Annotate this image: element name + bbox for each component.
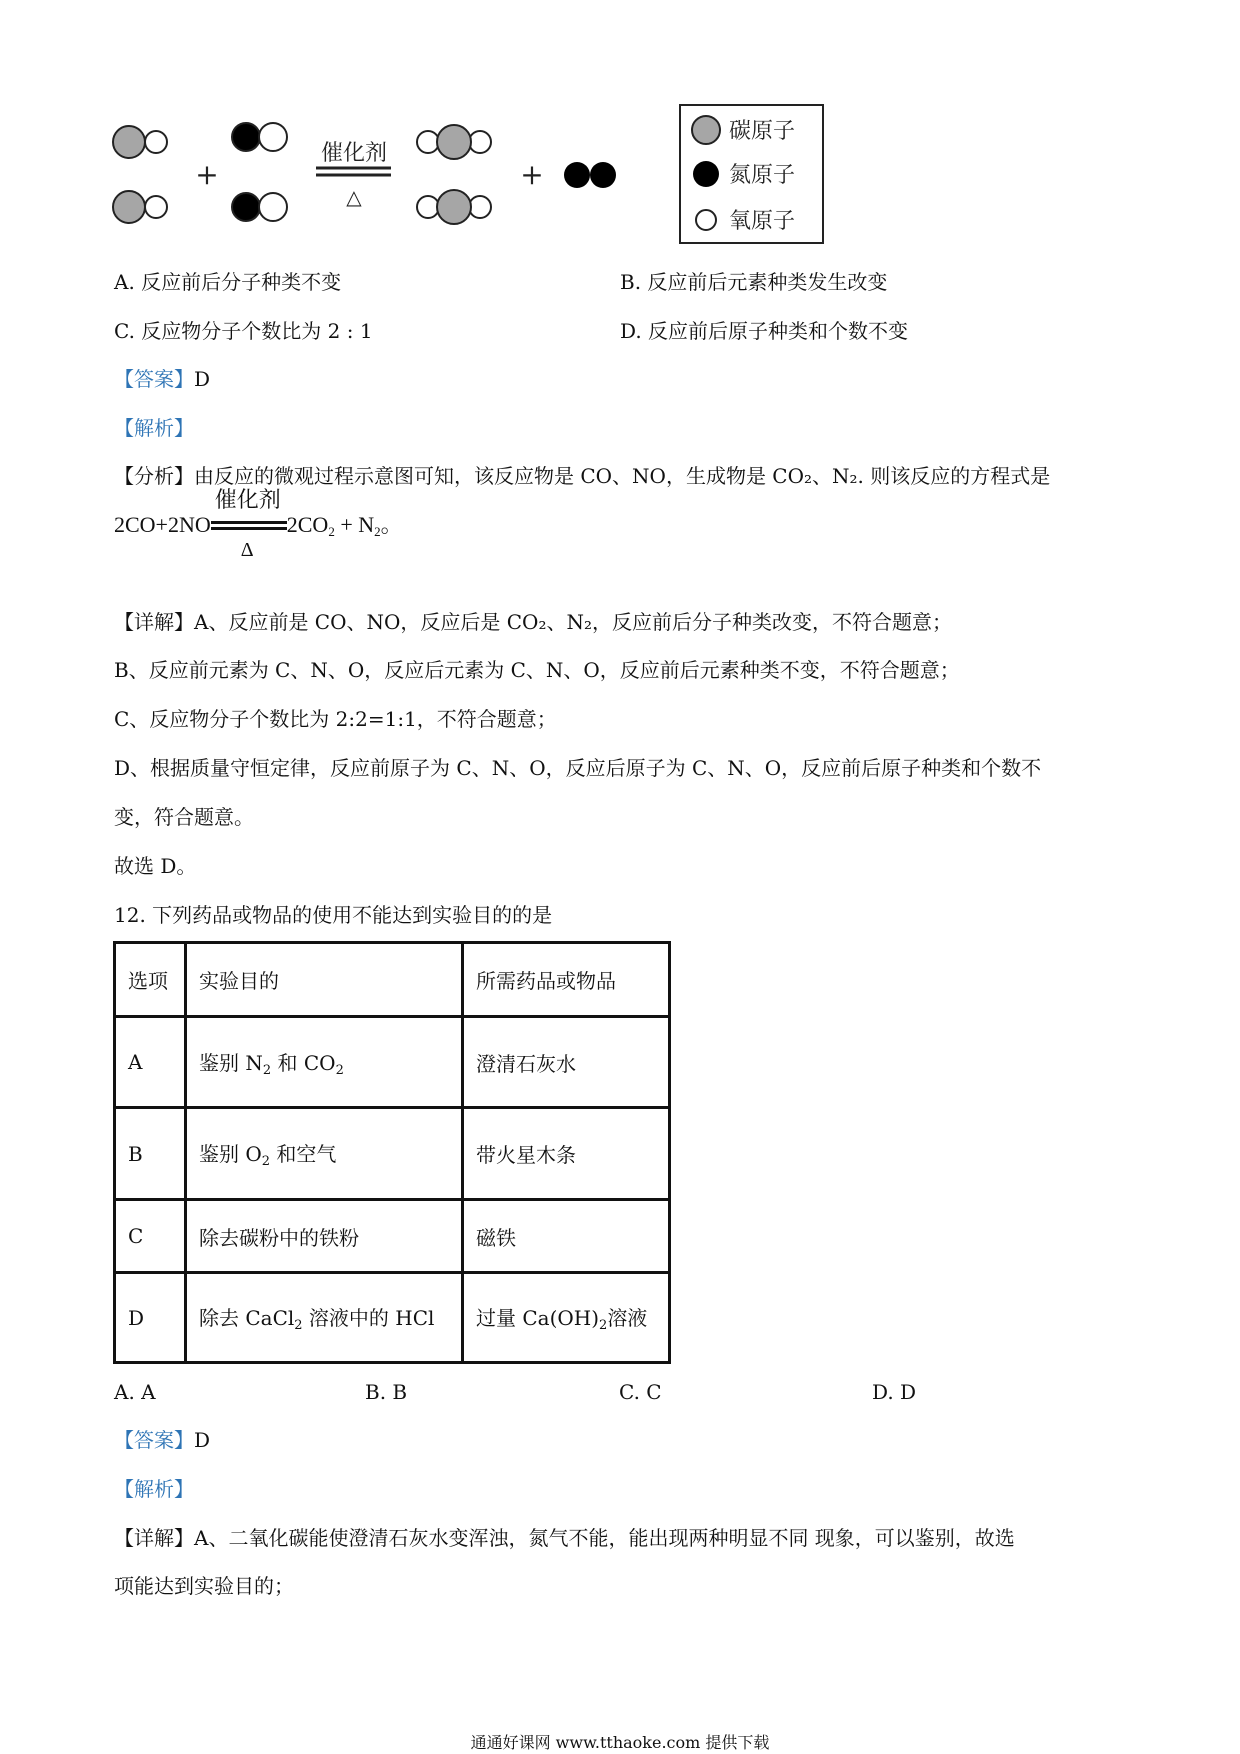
answer-value: D: [194, 1428, 211, 1452]
header-reagent: 所需药品或物品: [463, 943, 670, 1017]
text: 溶液: [607, 1306, 648, 1330]
row-reagent: 磁铁: [463, 1200, 670, 1273]
subscript: 2: [294, 1318, 303, 1333]
answer-line: [114, 365, 210, 393]
table-row: [115, 1108, 670, 1200]
chemical-equation: [114, 486, 403, 561]
subscript: 2: [374, 524, 381, 539]
q12-option-b: B. B: [365, 1380, 408, 1404]
question-12-stem: 12. 下列药品或物品的使用不能达到实验目的的是: [114, 903, 553, 927]
row-goal: [186, 1273, 463, 1363]
table-header-row: [115, 943, 670, 1017]
option-d: D. 反应前后原子种类和个数不变: [620, 319, 909, 343]
carbon-atom-icon: [692, 116, 720, 144]
table-row: [115, 1273, 670, 1363]
option-b: B. 反应前后元素种类发生改变: [620, 270, 888, 294]
reaction-diagram: [0, 0, 1240, 260]
text: 和 CO: [271, 1050, 336, 1075]
subscript: 2: [335, 1062, 344, 1078]
answer-tag: 【答案】: [114, 367, 194, 391]
plus-sign: +: [520, 158, 544, 191]
detail-line: 变，符合题意。: [114, 805, 254, 829]
q12-option-c: C. C: [619, 1380, 662, 1404]
text: 和空气: [270, 1142, 337, 1166]
text: 除去 CaCl: [199, 1306, 295, 1330]
co-molecules: [113, 126, 167, 223]
legend-oxygen: 氧原子: [729, 209, 796, 234]
row-reagent: 澄清石灰水: [463, 1017, 670, 1108]
jiexi-tag: 【解析】: [114, 416, 194, 440]
row-option: D: [115, 1273, 186, 1363]
row-option: B: [115, 1108, 186, 1200]
option-a: A. 反应前后分子种类不变: [114, 270, 342, 294]
equation-condition: [211, 486, 287, 561]
row-reagent: [463, 1273, 670, 1363]
q12-detail-line: 项能达到实验目的；: [114, 1574, 294, 1598]
subscript: 2: [599, 1318, 608, 1333]
footer-watermark: 通通好课网 www.tthaoke.com 提供下载: [470, 1733, 770, 1752]
q12-option-a: A. A: [114, 1380, 156, 1404]
equation-product-1: 2CO: [286, 512, 329, 537]
equation-product-2: + N: [334, 512, 375, 537]
row-goal: 除去碳粉中的铁粉: [186, 1200, 463, 1273]
n2-molecule: [564, 162, 616, 188]
equation-end: 。: [380, 512, 403, 537]
detail-line: 【详解】A、反应前是 CO、NO，反应后是 CO₂、N₂，反应前后分子种类改变，不符合题意；: [114, 610, 952, 634]
detail-line: 故选 D。: [114, 854, 197, 878]
option-c: C. 反应物分子个数比为 2 : 1: [114, 319, 373, 343]
text: 鉴别 O: [199, 1142, 262, 1166]
equation-heat: Δ: [240, 538, 254, 561]
equation-catalyst: 催化剂: [214, 486, 281, 512]
header-goal: 实验目的: [186, 943, 463, 1017]
q12-answer-line: [114, 1426, 210, 1454]
text: 过量 Ca(OH): [476, 1306, 600, 1330]
equation-reactants: 2CO+2NO: [114, 512, 211, 537]
nitrogen-atom-icon: [693, 161, 719, 187]
q12-option-d: D. D: [872, 1380, 917, 1404]
co2-molecules: [417, 125, 491, 224]
legend-nitrogen: 氮原子: [729, 163, 796, 188]
row-reagent: 带火星木条: [463, 1108, 670, 1200]
answer-value: D: [194, 367, 211, 391]
subscript: 2: [262, 1062, 272, 1078]
plus-sign: +: [195, 158, 219, 191]
q12-detail-line: 【详解】A、二氧化碳能使澄清石灰水变浑浊，氮气不能，能出现两种明显不同 现象，可以鉴别，故选: [114, 1526, 1015, 1550]
subscript: 2: [328, 524, 335, 539]
row-option: A: [115, 1017, 186, 1108]
q12-jiexi-tag: 【解析】: [114, 1477, 194, 1501]
row-goal: [186, 1017, 463, 1108]
analysis-text: 【分析】由反应的微观过程示意图可知，该反应物是 CO、NO，生成物是 CO₂、N₂. 则该反应的方程式是: [114, 464, 1051, 488]
text: 溶液中的 HCl: [302, 1306, 435, 1330]
oxygen-atom-icon: [696, 210, 716, 230]
answer-tag: 【答案】: [114, 1428, 194, 1452]
row-goal: [186, 1108, 463, 1200]
subscript: 2: [261, 1154, 271, 1169]
detail-line: C、反应物分子个数比为 2:2=1:1，不符合题意；: [114, 707, 557, 731]
header-option: 选项: [115, 943, 186, 1017]
detail-line: D、根据质量守恒定律，反应前原子为 C、N、O，反应后原子为 C、N、O，反应前后原子种类和个数不: [114, 756, 1042, 780]
table-row: [115, 1200, 670, 1273]
no-molecules: [232, 123, 287, 221]
heat-symbol: △: [346, 185, 362, 209]
table-row: [115, 1017, 670, 1108]
detail-line: B、反应前元素为 C、N、O，反应后元素为 C、N、O，反应前后元素种类不变，不符合题意；: [114, 658, 960, 682]
text: 鉴别 N: [199, 1050, 263, 1075]
legend-carbon: 碳原子: [729, 119, 796, 144]
row-option: C: [115, 1200, 186, 1273]
experiment-table: [113, 941, 671, 1364]
catalyst-label: 催化剂: [320, 141, 388, 166]
